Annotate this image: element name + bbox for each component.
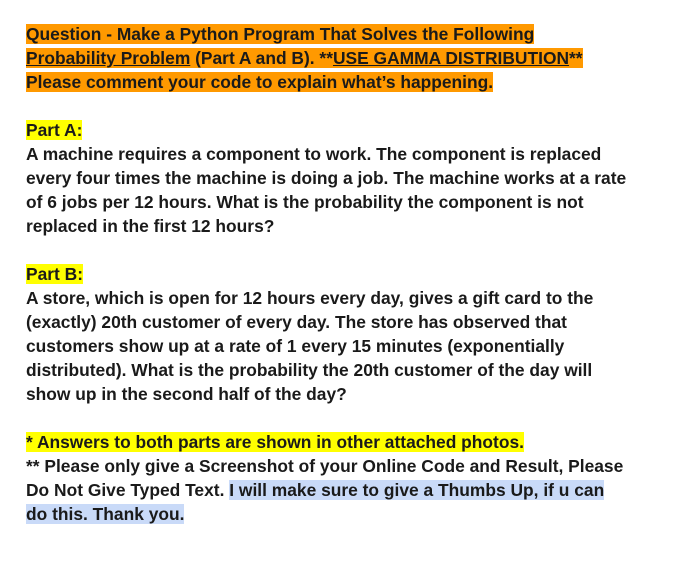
spacer: [26, 94, 676, 118]
part-b-line: (exactly) 20th customer of every day. The store has observed that: [26, 312, 567, 332]
part-b-line: A store, which is open for 12 hours every day, gives a gift card to the: [26, 288, 594, 308]
footer-note-3-line: [26, 478, 676, 502]
part-a-line: every four times the machine is doing a job. The machine works at a rate: [26, 168, 627, 188]
part-b-line: show up in the second half of the day?: [26, 384, 347, 404]
parts-text: (Part A and B). **: [190, 48, 333, 68]
question-subtitle: [26, 48, 583, 68]
asterisks-text: **: [569, 48, 583, 68]
part-a-heading: Part A:: [26, 120, 83, 140]
part-a-heading-line: [26, 118, 676, 142]
no-typed-text-note: Do Not Give Typed Text.: [26, 480, 230, 500]
footer-note-1-line: [26, 430, 676, 454]
comment-instruction: Please comment your code to explain what’s happening.: [26, 72, 494, 92]
footer-note-2: ** Please only give a Screenshot of your Online Code and Result, Please: [26, 456, 624, 476]
part-a-line: A machine requires a component to work. The component is replaced: [26, 144, 602, 164]
question-header-line-1: [26, 22, 676, 46]
part-a-line: replaced in the first 12 hours?: [26, 216, 275, 236]
question-title: Question - Make a Python Program That Solves the Following: [26, 24, 535, 44]
probability-problem-text: Probability Problem: [26, 48, 191, 68]
part-b-line: customers show up at a rate of 1 every 15 minutes (exponentially: [26, 336, 565, 356]
document-body: [26, 22, 676, 526]
part-b-heading-line: [26, 262, 676, 286]
question-header-line-2: [26, 46, 676, 70]
part-b-heading: Part B:: [26, 264, 84, 284]
question-header-line-3: [26, 70, 676, 94]
thank-you-note: do this. Thank you.: [26, 504, 185, 524]
spacer: [26, 238, 676, 262]
part-b-line: distributed). What is the probability the 20th customer of the day will: [26, 360, 593, 380]
spacer: [26, 406, 676, 430]
part-a-line: of 6 jobs per 12 hours. What is the probability the component is not: [26, 192, 584, 212]
answers-note: * Answers to both parts are shown in other attached photos.: [26, 432, 524, 452]
footer-note-4-line: [26, 502, 676, 526]
thumbs-up-note: I will make sure to give a Thumbs Up, if u can: [229, 480, 605, 500]
gamma-distribution-text: USE GAMMA DISTRIBUTION: [332, 48, 570, 68]
